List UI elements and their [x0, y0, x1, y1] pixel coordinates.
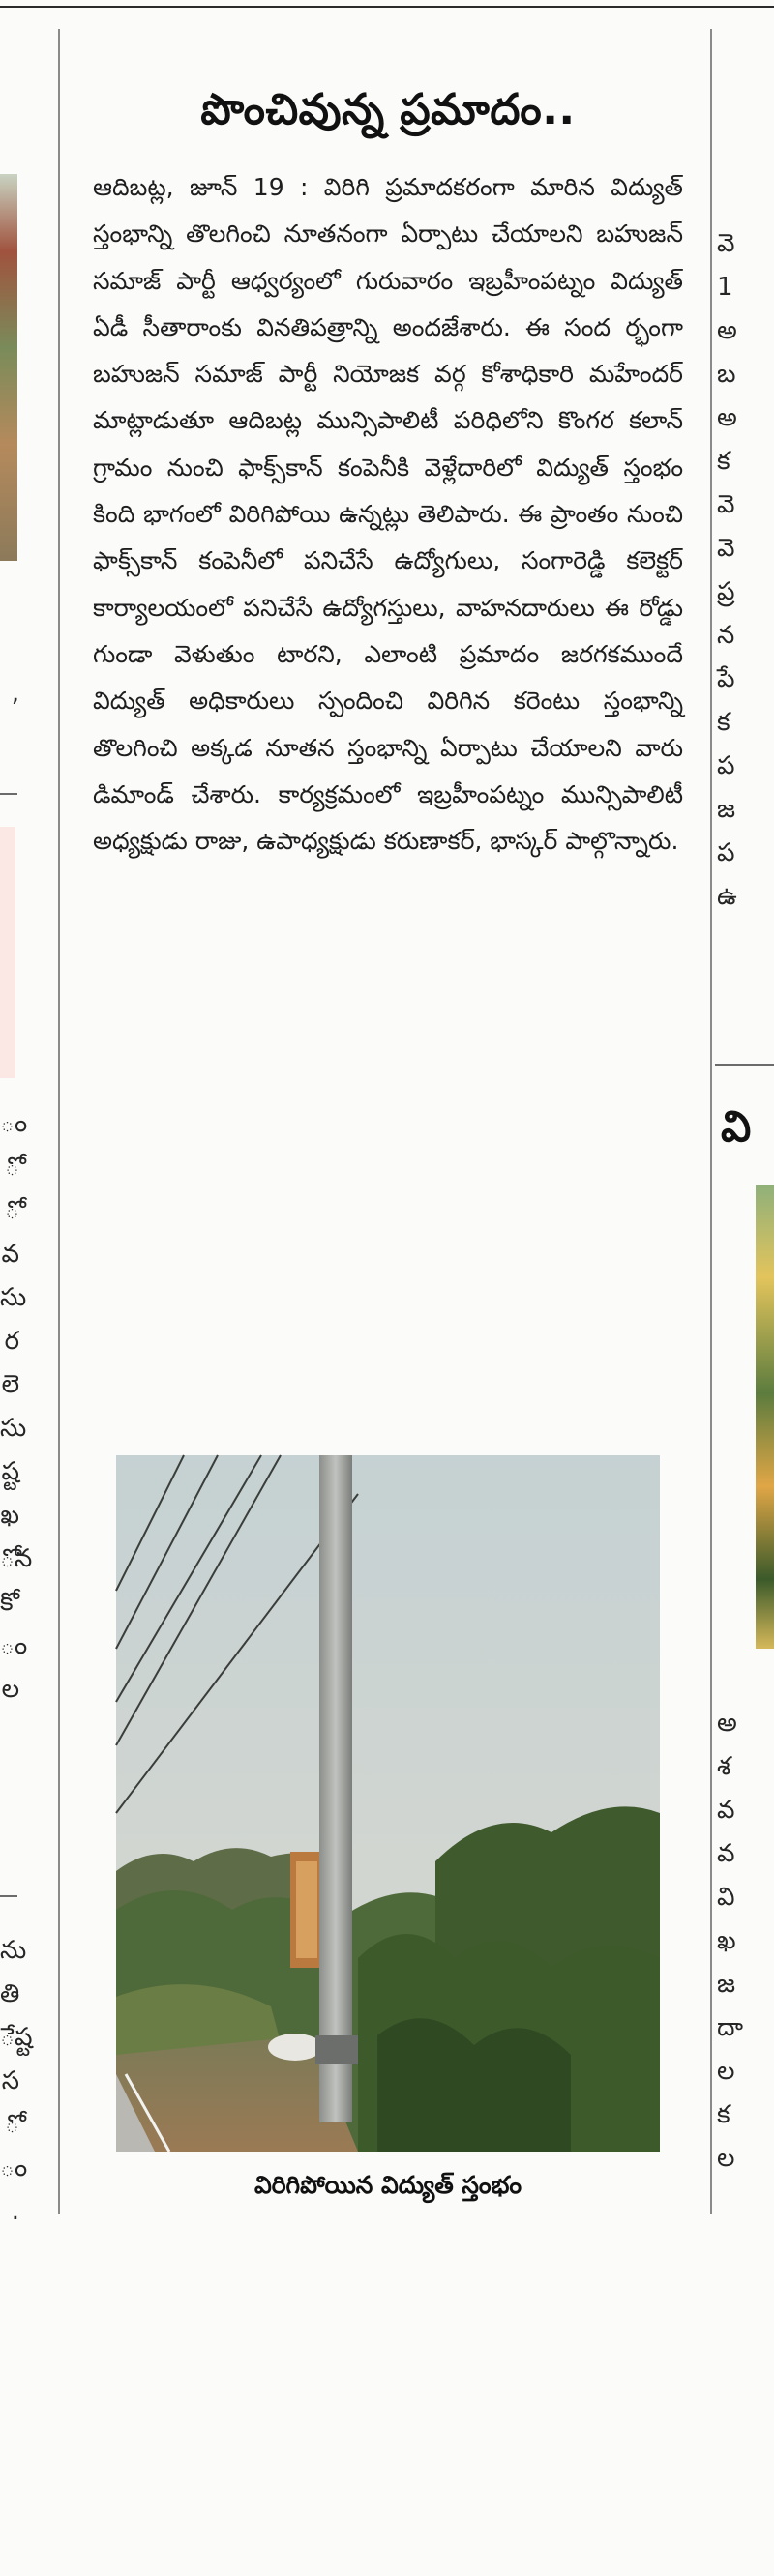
left-neighbour-column: [0, 0, 56, 2224]
article-body: ఆదిబట్ల, జూన్‌ 19 : విరిగి ప్రమాదకరంగా మారిన విద్యుత్‌ స్తంభాన్ని తొలగించి నూతనంగా ఏర్పాటు చేయాలని బహుజన్‌ సమాజ్‌ పార్టీ ఆధ్వర్యంలో గురువారం ఇబ్రహీంపట్నం విద్యుత్‌ ఏడీ సీతారాంకు వినతిపత్రాన్ని అందజేశారు. ఈ సంద ర్భంగా బహుజన్‌ సమాజ్‌ పార్టీ నియోజక వర్గ కోశాధికారి మహేందర్‌ మాట్లాడుతూ ఆదిబట్ల మున్సిపాలిటీ పరిధిలోని కొంగర కలాన్‌ గ్రామం నుంచి ఫాక్స్‌కాన్‌ కంపెనీకి వెళ్లేదారిలో విద్యుత్‌ స్తంభం కింది భాగంలో విరిగిపోయి ఉన్నట్లు తెలిపారు. ఈ ప్రాంతం నుంచి ఫాక్స్‌కాన్‌ కంపెనీలో పనిచేసే ఉద్యోగులు, సంగారెడ్డి కలెక్టర్‌ కార్యాలయంలో పనిచేసే ఉద్యోగస్తులు, వాహనదారులు ఈ రోడ్డు గుండా వెళుతుం టారని, ఎలాంటి ప్రమాదం జరగకముందే విద్యుత్‌ అధికారులు స్పందించి విరిగిన కరెంటు స్తంభాన్ని తొలగించి అక్కడ నూతన స్తంభాన్ని ఏర్పాటు చేయాలని వారు డిమాండ్‌ చేశారు. కార్యక్రమంలో ఇబ్రహీంపట్నం మున్సిపాలిటీ అధ్యక్షుడు రాజు, ఉపాధ్యక్షుడు కరుణాకర్‌, భాస్కర్‌ పాల్గొన్నారు.: [93, 173, 683, 856]
column-divider-right: [710, 29, 712, 2214]
right-neighbour-column: [713, 0, 774, 2224]
column-divider-left: [58, 29, 60, 2214]
left-divider-2: [0, 1895, 17, 1897]
right-text-fragment-2: అ శ వ వ వి ఖ జ దా ల క ల: [717, 1709, 744, 2173]
left-divider-1: [0, 793, 17, 795]
photo-caption: విరిగిపోయిన విద్యుత్‌ స్తంభం: [253, 2171, 522, 2199]
right-divider: [715, 1064, 774, 1066]
left-cropped-photo: [0, 174, 17, 561]
article-headline: పొంచివున్న ప్రమాదం..: [200, 85, 576, 134]
top-rule: [0, 6, 774, 8]
left-text-fragment-1: ,: [11, 679, 19, 708]
article-photo: [116, 1455, 660, 2152]
right-cropped-photo: [756, 1185, 774, 1649]
broken-electric-pole-photo: [116, 1455, 660, 2152]
right-text-fragment-1: వె 1 అ బ అ క వె వె ప్ర న పే క ప జ ప ఉ: [717, 229, 737, 911]
left-shaded-box: [0, 827, 15, 1078]
article: [93, 48, 683, 1134]
right-heading-fragment: వి: [721, 1102, 752, 1152]
left-text-fragment-2: ం ో ో వ సు ర లె సు ష్ట ఖ ోన కో ం ల: [0, 1109, 33, 1704]
left-text-fragment-3: ను తి ేష్ట స ో ం .: [0, 1936, 33, 2226]
